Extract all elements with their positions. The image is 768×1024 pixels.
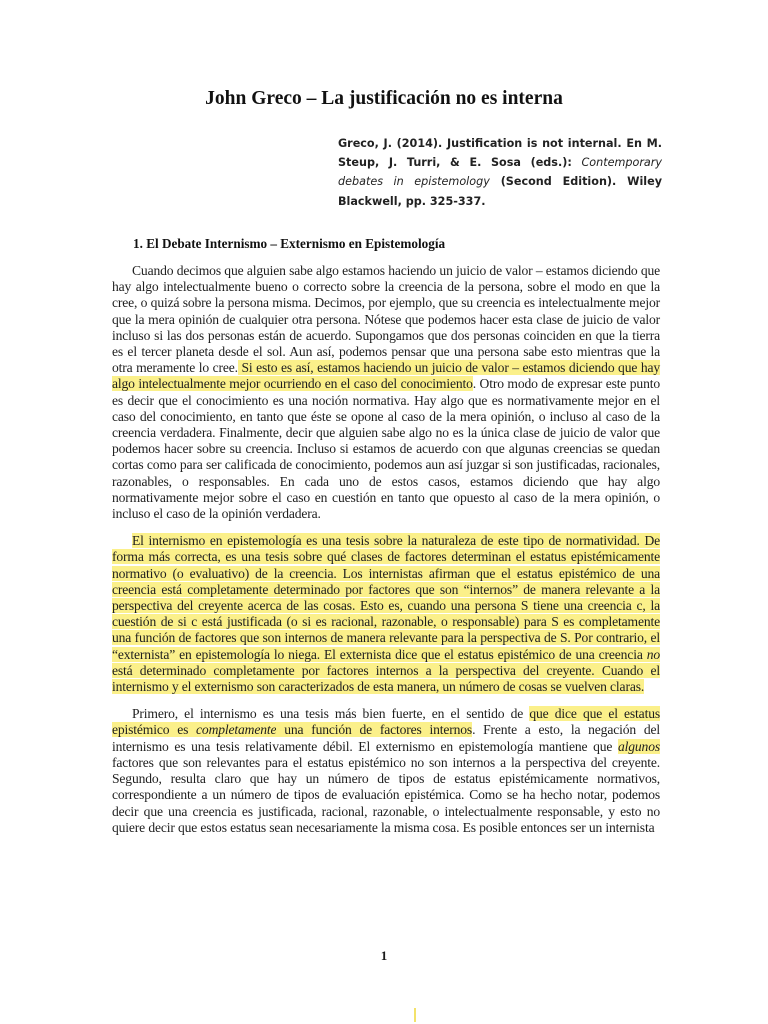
text-run: . Otro modo de expresar este punto es decir que el conocimiento es una noción normativa. Hay algo que es normativamente mejor en el caso del conocimiento, en tanto que éste se opone al caso de la mera opinión, o incluso al caso de la creencia verdadera. Finalmente, decir que alguien sabe algo no es la única clase de juicio de valor que podemos hacer sobre su creencia. Incluso si estamos de acuerdo con que algunas creencias se quedan cortas como para ser calificada de conocimiento, podemos aun así juzgar si son justificadas, racionales, razonables, o responsables. En cada uno de estos casos, estamos diciendo que hay algo normativamente mejor sobre el caso en cuestión en tanto que opuesto al caso de la mera opinión, o incluso el caso de la opinión verdadera. xyxy=(112,376,660,522)
highlighted-text: que dice que el estatus epistémico es xyxy=(112,706,660,738)
highlighted-text: está determinado completamente por factores internos a la perspectiva del creyente. Cuando el internismo y el externismo son caracterizados de esta manera, un número de cosas se vuelven claras. xyxy=(112,662,660,695)
text-run: factores que son relevantes para el estatus epistémico no son internos a la perspectiva del creyente. Segundo, resulta claro que hay un número de tipos de estatus epistémicamente normativos, correspondiente a un número de tipos de evaluación epistémica. Como se ha hecho notar, podemos decir que una creencia es justificada, racional, razonable, o intelectualmente responsable, y esto no quiere decir que estos estatus sean necesariamente la misma cosa. Es posible entonces ser un internista xyxy=(112,754,660,835)
highlighted-text: Si esto es así, estamos haciendo un juicio de valor – estamos diciendo que hay algo intelectualmente mejor ocurriendo en el caso del conocimiento xyxy=(112,360,660,392)
text-run: . Frente a esto, la negación del internismo es una tesis relativamente débil. El externismo en epistemología mantiene que xyxy=(112,722,660,754)
citation-text-end: (Second Edition). Wiley Blackwell, pp. 325-337. xyxy=(338,175,662,208)
text-run: Cuando decimos que alguien sabe algo estamos haciendo un juicio de valor – estamos diciendo que hay algo intelectualmente bueno o correcto sobre la creencia de la persona, sobre el modo en que la cree, o quizá sobre la persona misma. Decimos, por ejemplo, que su creencia es intelectualmente mejor que la mera opinión de cualquier otra persona. Nótese que podemos hacer esta clase de juicio de valor incluso si las dos personas están de acuerdo. Supongamos que dos personas coinciden en que la tierra es el tercer planeta desde el sol. Aun así, podemos pensar que una persona sabe esto mientras que la otra meramente lo cree. xyxy=(112,263,660,376)
paragraph xyxy=(112,263,660,522)
text-run: Primero, el internismo es una tesis más bien fuerte, en el sentido de xyxy=(132,706,530,722)
section-heading: 1. El Debate Internismo – Externismo en Epistemología xyxy=(133,236,446,251)
citation-block xyxy=(338,134,662,211)
paragraph xyxy=(112,706,660,836)
body-text xyxy=(112,263,660,847)
page-number: 1 xyxy=(380,948,388,963)
citation-text: Greco, J. (2014). Justification is not internal. En M. Steup, J. Turri, & E. Sosa (eds.): xyxy=(338,137,662,170)
highlighted-emphasis: algunos xyxy=(617,738,660,754)
highlighted-emphasis: completamente xyxy=(196,722,277,738)
highlighted-text: una función de factores internos xyxy=(276,722,473,738)
highlight-mark xyxy=(414,1008,416,1022)
document-title: John Greco – La justificación no es interna xyxy=(205,88,563,109)
paragraph xyxy=(112,533,660,695)
citation-book-title: Contemporary debates in epistemology xyxy=(338,156,662,189)
highlighted-emphasis: no xyxy=(646,646,660,662)
highlighted-text: El internismo en epistemología es una tesis sobre la naturaleza de este tipo de normatividad. De forma más correcta, es una tesis sobre qué clases de factores determinan el estatus epistémicamente normativo (o evaluativo) de la creencia. Los internistas afirman que el estatus epistémico de una creencia está completamente determinado por factores que son “internos” de manera relevante a la perspectiva del creyente acerca de las cosas. Esto es, cuando una persona S tiene una creencia c, la cuestión de si c está justificada (o si es racional, razonable, o responsable) para S es completamente una función de factores que son internos de manera relevante para la perspectiva de S. Por contrario, el “externista” en epistemología lo niega. El externista dice que el estatus epistémico de una creencia xyxy=(112,533,660,662)
